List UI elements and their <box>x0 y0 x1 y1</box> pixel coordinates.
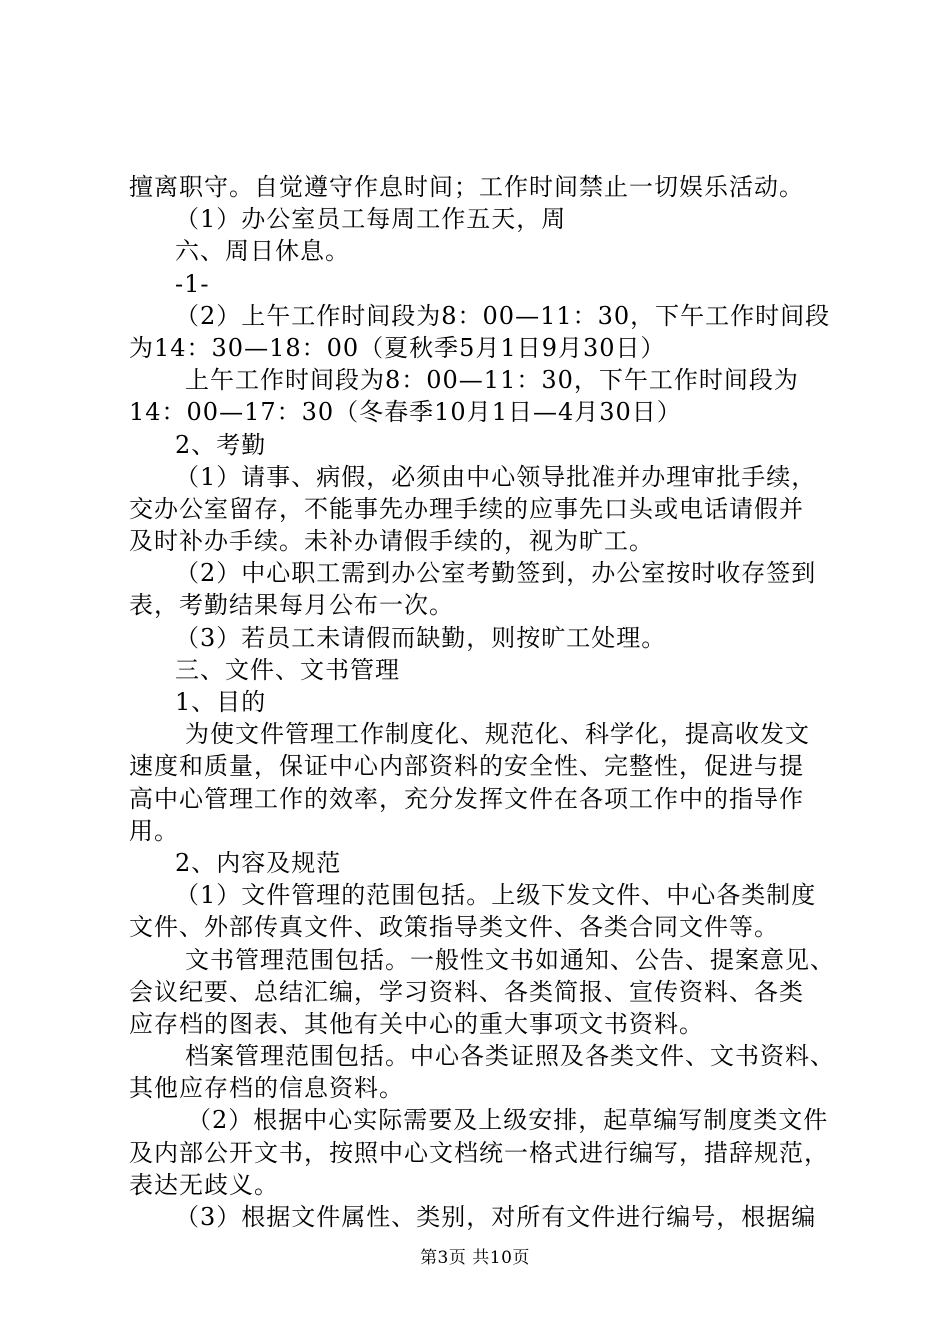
section-heading: 1、目的 <box>175 688 267 716</box>
text-line: 六、周日休息。 <box>175 237 350 266</box>
text-line: 擅离职守。自觉遵守作息时间；工作时间禁止一切娱乐活动。 <box>129 173 804 201</box>
text-line: （2）根据中心实际需要及上级安排，起草编写制度类文件 <box>187 1106 829 1135</box>
text-line: 交办公室留存，不能事先办理手续的应事先口头或电话请假并 <box>129 494 804 523</box>
text-line: 上午工作时间段为8：00—11：30，下午工作时间段为 <box>185 366 799 395</box>
text-line: 档案管理范围包括。中心各类证照及各类文件、文书资料、 <box>185 1042 835 1071</box>
text-line: （2）上午工作时间段为8：00—11：30，下午工作时间段 <box>175 301 831 330</box>
text-line: 表达无歧义。 <box>129 1170 279 1199</box>
text-line: （3）若员工未请假而缺勤，则按旷工处理。 <box>175 623 667 652</box>
text-line: -1- <box>175 269 210 298</box>
text-line: 会议纪要、总结汇编，学习资料、各类简报、宣传资料、各类 <box>129 977 804 1006</box>
text-line: 文件、外部传真文件、政策指导类文件、各类合同文件等。 <box>129 913 779 942</box>
text-line: （3）根据文件属性、类别，对所有文件进行编号，根据编 <box>175 1203 817 1231</box>
document-body <box>129 171 835 1233</box>
text-line: 高中心管理工作的效率，充分发挥文件在各项工作中的指导作 <box>129 784 804 813</box>
text-line: 为14：30—18：00（夏秋季5月1日9月30日） <box>129 333 666 362</box>
text-line: 其他应存档的信息资料。 <box>129 1074 404 1103</box>
text-line: 14：00—17：30（冬春季10月1日—4月30日） <box>129 398 682 427</box>
section-heading: 三、文件、文书管理 <box>175 655 400 684</box>
text-line: （1）办公室员工每周工作五天，周 <box>175 205 567 234</box>
text-line: 为使文件管理工作制度化、规范化、科学化，提高收发文 <box>185 720 810 749</box>
text-line: 文书管理范围包括。一般性文书如通知、公告、提案意见、 <box>185 945 835 974</box>
section-heading: 2、内容及规范 <box>175 848 342 877</box>
text-line: （1）请事、病假，必须由中心领导批准并办理审批手续， <box>175 462 817 491</box>
page-footer: 第3页 共10页 <box>420 1248 530 1268</box>
text-line: （2）中心职工需到办公室考勤签到，办公室按时收存签到 <box>175 559 817 588</box>
text-line: （1）文件管理的范围包括。上级下发文件、中心各类制度 <box>175 881 817 910</box>
text-line: 应存档的图表、其他有关中心的重大事项文书资料。 <box>129 1009 704 1038</box>
section-heading: 2、考勤 <box>175 430 267 459</box>
text-line: 用。 <box>129 816 179 845</box>
text-line: 及时补办手续。未补办请假手续的，视为旷工。 <box>129 527 654 556</box>
text-line: 速度和质量，保证中心内部资料的安全性、完整性，促进与提 <box>129 752 804 781</box>
text-line: 表，考勤结果每月公布一次。 <box>129 591 454 620</box>
text-line: 及内部公开文书，按照中心文档统一格式进行编写，措辞规范， <box>129 1138 829 1167</box>
